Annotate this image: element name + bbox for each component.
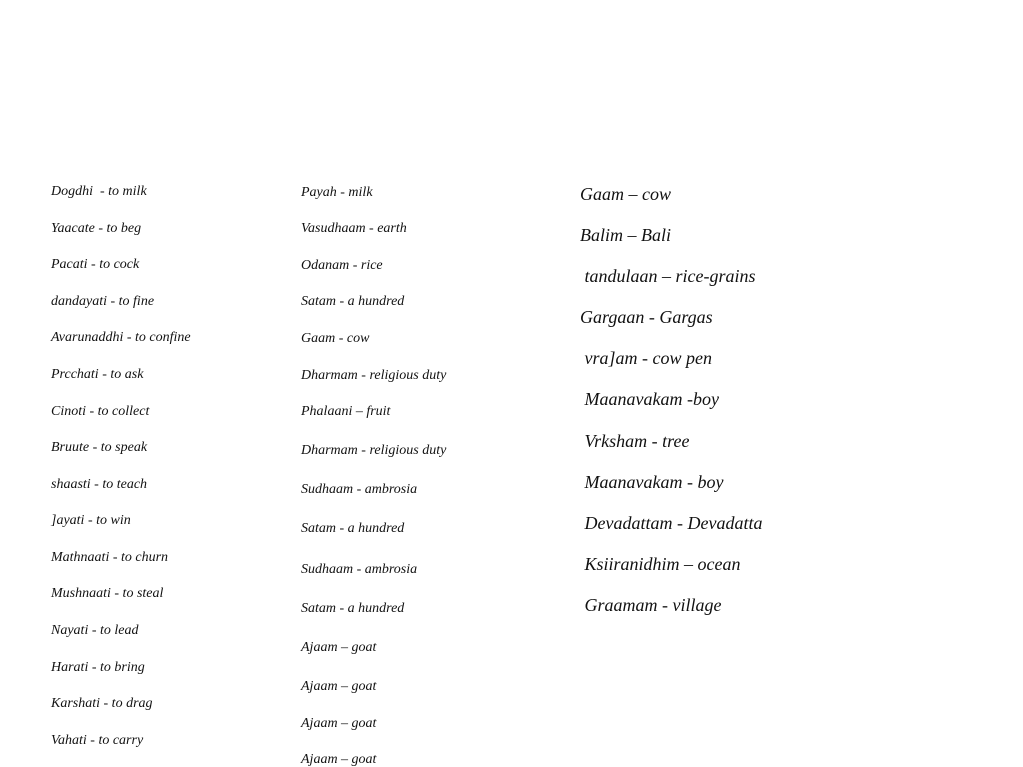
- noun-item: Phalaani – fruit: [301, 404, 391, 419]
- noun-item: Ajaam – goat: [301, 752, 377, 767]
- noun-item: Satam - a hundred: [301, 601, 405, 616]
- verb-item: Prcchati - to ask: [51, 367, 144, 382]
- object-item: Graamam - village: [580, 595, 722, 615]
- noun-item: Satam - a hundred: [301, 521, 405, 536]
- verb-item: Vahati - to carry: [51, 733, 144, 748]
- noun-item: Ajaam – goat: [301, 716, 377, 731]
- noun-item: Satam - a hundred: [301, 294, 405, 309]
- noun-item: Sudhaam - ambrosia: [301, 482, 418, 497]
- verb-item: ]ayati - to win: [51, 513, 131, 528]
- noun-item: Dharmam - religious duty: [301, 443, 447, 458]
- object-item: Gargaan - Gargas: [580, 307, 713, 327]
- object-item: Gaam – cow: [580, 184, 671, 204]
- verb-item: Bruute - to speak: [51, 440, 148, 455]
- verb-item: dandayati - to fine: [51, 294, 155, 309]
- verb-item: Nayati - to lead: [51, 623, 139, 638]
- verb-item: Pacati - to cock: [51, 257, 140, 272]
- verb-item: Mushnaati - to steal: [51, 586, 164, 601]
- verb-item: Mathnaati - to churn: [51, 550, 169, 565]
- object-item: Maanavakam - boy: [580, 472, 724, 492]
- verb-item: Harati - to bring: [51, 660, 145, 675]
- object-item: tandulaan – rice-grains: [580, 266, 756, 286]
- noun-item: Sudhaam - ambrosia: [301, 562, 418, 577]
- object-item: Vrksham - tree: [580, 431, 690, 451]
- object-item: Maanavakam -boy: [580, 389, 719, 409]
- noun-item: Dharmam - religious duty: [301, 368, 447, 383]
- noun-item: Payah - milk: [301, 185, 373, 200]
- verb-item: Karshati - to drag: [51, 696, 153, 711]
- verb-item: Avarunaddhi - to confine: [51, 330, 191, 345]
- noun-item: Ajaam – goat: [301, 679, 377, 694]
- noun-item: Odanam - rice: [301, 258, 383, 273]
- noun-item: Ajaam – goat: [301, 640, 377, 655]
- object-item: Balim – Bali: [580, 225, 671, 245]
- object-item: Ksiiranidhim – ocean: [580, 554, 741, 574]
- verb-item: Yaacate - to beg: [51, 221, 142, 236]
- object-item: Devadattam - Devadatta: [580, 513, 763, 533]
- verb-item: Dogdhi - to milk: [51, 184, 147, 199]
- object-item: vra]am - cow pen: [580, 348, 712, 368]
- verb-item: shaasti - to teach: [51, 477, 148, 492]
- noun-item: Gaam - cow: [301, 331, 370, 346]
- verb-item: Cinoti - to collect: [51, 404, 150, 419]
- noun-item: Vasudhaam - earth: [301, 221, 407, 236]
